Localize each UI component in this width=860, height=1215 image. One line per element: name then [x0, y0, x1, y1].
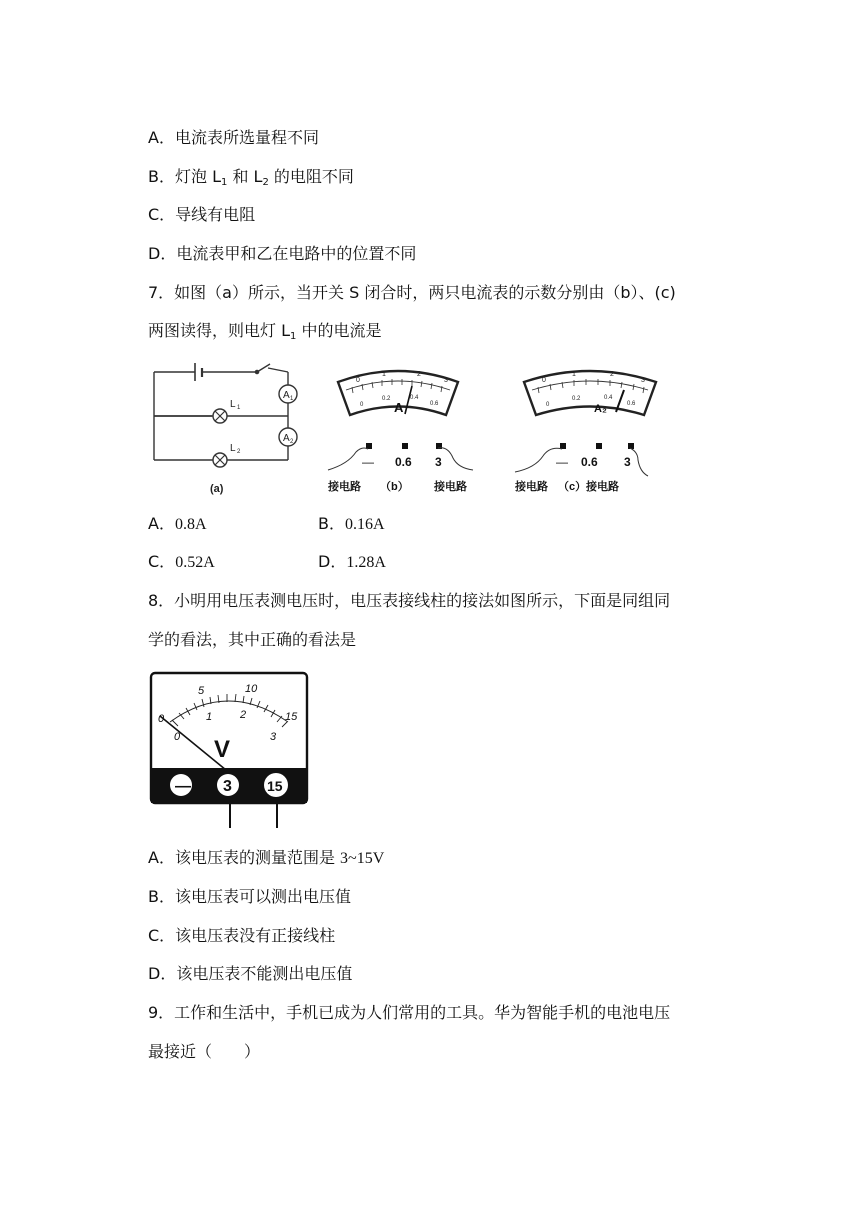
- c-lower-tick-2: 0.4: [604, 395, 613, 401]
- l2-sub: 2: [237, 449, 241, 455]
- a1-label: A: [283, 390, 290, 401]
- voltmeter-letter: V: [214, 736, 231, 763]
- c-terminal-neg: [560, 443, 566, 449]
- v-upper-tick-3: 15: [285, 711, 298, 723]
- q6-option-a: A．电流表所选量程不同: [148, 128, 319, 147]
- b-lower-tick-2: 0.4: [410, 395, 419, 401]
- c-left-wire-label: 接电路: [515, 481, 548, 493]
- c-left-wire: [515, 448, 562, 472]
- b-meter-letter: A: [394, 400, 404, 415]
- l2-label: L: [230, 443, 236, 454]
- b-lower-tick-3: 0.6: [430, 401, 439, 407]
- c-lower-tick-1: 0.2: [572, 396, 581, 402]
- v-terminal-3: 3: [223, 778, 232, 795]
- b-left-wire-label: 接电路: [328, 481, 361, 493]
- b-upper-tick-2: 2: [417, 371, 421, 378]
- v-terminal-neg: —: [175, 778, 191, 795]
- b-upper-tick-3: 3: [444, 377, 448, 384]
- q7-stem-line1: 7．如图（a）所示，当开关 S 闭合时，两只电流表的示数分别由（b）、(c): [148, 283, 676, 302]
- c-terminal-label-06: 0.6: [581, 455, 598, 469]
- v-upper-tick-1: 5: [198, 685, 205, 697]
- c-upper-tick-2: 2: [610, 371, 614, 378]
- fig-a-caption: (a): [210, 483, 224, 495]
- q7-option-c: C．0.52A: [148, 552, 215, 571]
- fig-c-caption: （c）: [558, 481, 587, 493]
- v-upper-tick-2: 10: [245, 683, 258, 695]
- b-lower-tick-0: 0: [360, 402, 364, 408]
- q8-stem-line1: 8．小明用电压表测电压时，电压表接线柱的接法如图所示，下面是同组同: [148, 591, 671, 610]
- lamp-l2-icon: [213, 453, 227, 467]
- q8-option-c: C．该电压表没有正接线柱: [148, 926, 336, 945]
- q8-option-d: D．该电压表不能测出电压值: [148, 964, 353, 983]
- v-terminal-15: 15: [267, 778, 283, 794]
- voltmeter-figure: [148, 670, 313, 830]
- c-terminal-label-neg: —: [556, 455, 568, 469]
- circuit-diagram-a: [150, 360, 300, 495]
- v-lower-tick-2: 2: [240, 709, 247, 721]
- b-right-wire-label: 接电路: [434, 481, 467, 493]
- a2-sub: 2: [290, 439, 294, 445]
- c-lower-tick-0: 0: [546, 402, 550, 408]
- q7-option-d: D．1.28A: [318, 552, 386, 571]
- v-upper-tick-0: 0: [158, 713, 165, 725]
- c-terminal-06: [596, 443, 602, 449]
- lamp-l1-icon: [213, 409, 227, 423]
- c-meter-letter: A₂: [594, 403, 607, 415]
- b-lower-tick-1: 0.2: [382, 396, 391, 402]
- c-upper-tick-3: 3: [641, 377, 645, 384]
- b-terminal-label-3: 3: [435, 455, 442, 469]
- q8-option-b: B．该电压表可以测出电压值: [148, 887, 351, 906]
- a2-label: A: [283, 433, 290, 444]
- q8-stem-line2: 学的看法，其中正确的看法是: [148, 630, 357, 649]
- q8-option-a: A．该电压表的测量范围是 3~15V: [148, 848, 385, 867]
- v-lower-tick-3: 3: [270, 731, 277, 743]
- q7-stem-line2: 两图读得，则电灯 $L_1$ 中的电流是: [148, 321, 382, 342]
- b-terminal-label-06: 0.6: [395, 455, 412, 469]
- q6-option-b: B．灯泡 $L_1$ 和 $L_2$ 的电阻不同: [148, 167, 354, 188]
- b-upper-tick-1: 1: [382, 371, 386, 378]
- a1-sub: 1: [290, 396, 294, 402]
- c-terminal-label-3: 3: [624, 455, 631, 469]
- b-terminal-06: [402, 443, 408, 449]
- q7-option-a: A．0.8A: [148, 514, 207, 533]
- c-right-wire: [630, 448, 648, 476]
- b-upper-tick-0: 0: [356, 377, 360, 384]
- q9-stem-line2: 最接近（ ）: [148, 1042, 261, 1061]
- b-right-wire: [438, 448, 473, 470]
- q6-option-c: C．导线有电阻: [148, 205, 256, 224]
- v-lower-tick-0: 0: [174, 731, 181, 743]
- q9-stem-line1: 9．工作和生活中，手机已成为人们常用的工具。华为智能手机的电池电压: [148, 1003, 671, 1022]
- b-terminal-label-neg: —: [362, 455, 374, 469]
- c-upper-tick-1: 1: [572, 371, 576, 378]
- q6-option-d: D．电流表甲和乙在电路中的位置不同: [148, 244, 417, 263]
- ammeter-figure-c: [510, 360, 670, 500]
- c-right-wire-label: 接电路: [586, 481, 619, 493]
- fig-b-caption: （b）: [380, 481, 409, 493]
- c-lower-tick-3: 0.6: [627, 401, 636, 407]
- v-lower-tick-1: 1: [206, 711, 213, 723]
- l1-label: L: [230, 399, 236, 410]
- q7-option-b: B．0.16A: [318, 514, 385, 533]
- c-upper-tick-0: 0: [542, 377, 546, 384]
- l1-sub: 1: [237, 405, 241, 411]
- ammeter-figure-b: [318, 360, 478, 500]
